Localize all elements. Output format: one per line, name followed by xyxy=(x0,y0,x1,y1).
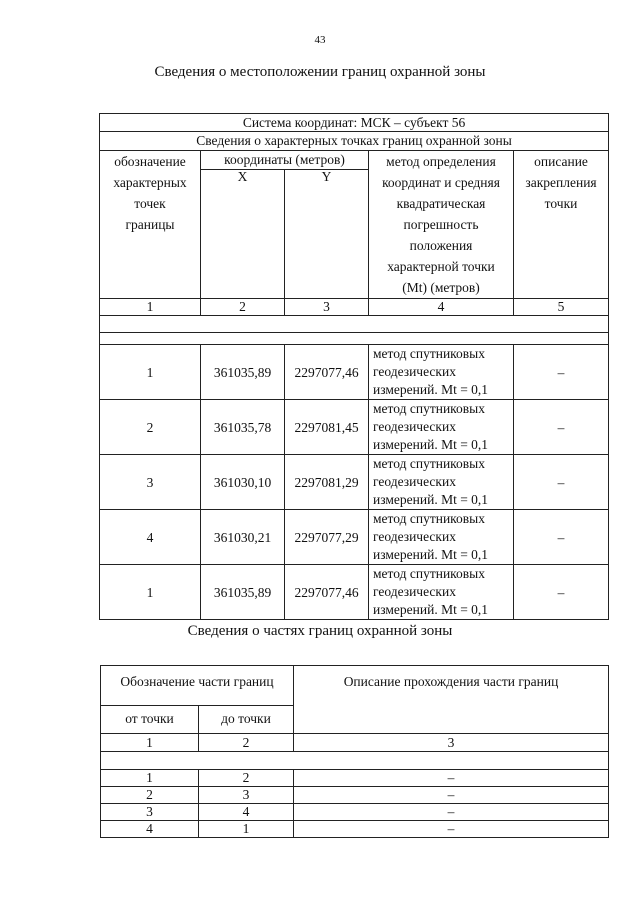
x-value: 361030,21 xyxy=(201,510,285,565)
parts-table xyxy=(100,665,609,838)
from-point: 4 xyxy=(101,821,199,838)
table-row xyxy=(101,770,609,787)
table-row xyxy=(101,787,609,804)
header-to-point: до точки xyxy=(199,706,294,734)
spacer-row xyxy=(100,316,609,333)
part-description: – xyxy=(294,804,609,821)
col-number-2: 2 xyxy=(199,734,294,752)
coordinate-system-row: Система координат: МСК – субъект 56 xyxy=(100,114,609,132)
part-description: – xyxy=(294,821,609,838)
coordinates-table xyxy=(99,113,609,620)
table-row xyxy=(100,345,609,400)
point-number: 1 xyxy=(100,565,201,620)
header-part-description: Описание прохождения части границ xyxy=(294,666,609,734)
header-method: метод определения координат и средняя квадратическая погрешность положения характерной точки (Mt) (метров) xyxy=(369,151,514,299)
col-number-1: 1 xyxy=(101,734,199,752)
method-value: метод спутниковых геодезических измерений. Mt = 0,1 xyxy=(369,565,514,620)
y-value: 2297077,46 xyxy=(285,565,369,620)
y-value: 2297077,29 xyxy=(285,510,369,565)
header-description: описание закрепления точки xyxy=(514,151,609,299)
parts-section-title: Сведения о частях границ охранной зоны xyxy=(187,623,453,639)
table-subtitle-row: Сведения о характерных точках границ охранной зоны xyxy=(100,132,609,151)
to-point: 1 xyxy=(199,821,294,838)
header-from-point: от точки xyxy=(101,706,199,734)
x-value: 361035,89 xyxy=(201,345,285,400)
spacer-row xyxy=(101,752,609,770)
method-value: метод спутниковых геодезических измерений. Mt = 0,1 xyxy=(369,510,514,565)
from-point: 2 xyxy=(101,787,199,804)
header-x: X xyxy=(201,170,285,299)
document-title: Сведения о местоположении границ охранной зоны xyxy=(154,64,486,80)
spacer-row xyxy=(100,333,609,345)
method-value: метод спутниковых геодезических измерений. Mt = 0,1 xyxy=(369,455,514,510)
y-value: 2297081,29 xyxy=(285,455,369,510)
table-row xyxy=(100,455,609,510)
description-value: – xyxy=(514,565,609,620)
description-value: – xyxy=(514,345,609,400)
col-number-2: 2 xyxy=(201,299,285,316)
method-value: метод спутниковых геодезических измерений. Mt = 0,1 xyxy=(369,400,514,455)
y-value: 2297081,45 xyxy=(285,400,369,455)
x-value: 361030,10 xyxy=(201,455,285,510)
point-number: 4 xyxy=(100,510,201,565)
table-row xyxy=(100,510,609,565)
x-value: 361035,89 xyxy=(201,565,285,620)
table-row xyxy=(100,400,609,455)
header-designation: обозначение характерных точек границы xyxy=(100,151,201,299)
table-row xyxy=(101,804,609,821)
col-number-3: 3 xyxy=(294,734,609,752)
page-number: 43 xyxy=(314,34,326,46)
method-value: метод спутниковых геодезических измерений. Mt = 0,1 xyxy=(369,345,514,400)
header-part-designation: Обозначение части границ xyxy=(101,666,294,706)
header-coordinates: координаты (метров) xyxy=(201,151,369,170)
y-value: 2297077,46 xyxy=(285,345,369,400)
description-value: – xyxy=(514,400,609,455)
point-number: 2 xyxy=(100,400,201,455)
col-number-4: 4 xyxy=(369,299,514,316)
point-number: 3 xyxy=(100,455,201,510)
x-value: 361035,78 xyxy=(201,400,285,455)
header-y: Y xyxy=(285,170,369,299)
description-value: – xyxy=(514,510,609,565)
to-point: 4 xyxy=(199,804,294,821)
table-row xyxy=(100,565,609,620)
table-row xyxy=(101,821,609,838)
description-value: – xyxy=(514,455,609,510)
from-point: 1 xyxy=(101,770,199,787)
col-number-3: 3 xyxy=(285,299,369,316)
from-point: 3 xyxy=(101,804,199,821)
point-number: 1 xyxy=(100,345,201,400)
col-number-1: 1 xyxy=(100,299,201,316)
to-point: 3 xyxy=(199,787,294,804)
part-description: – xyxy=(294,787,609,804)
to-point: 2 xyxy=(199,770,294,787)
col-number-5: 5 xyxy=(514,299,609,316)
part-description: – xyxy=(294,770,609,787)
